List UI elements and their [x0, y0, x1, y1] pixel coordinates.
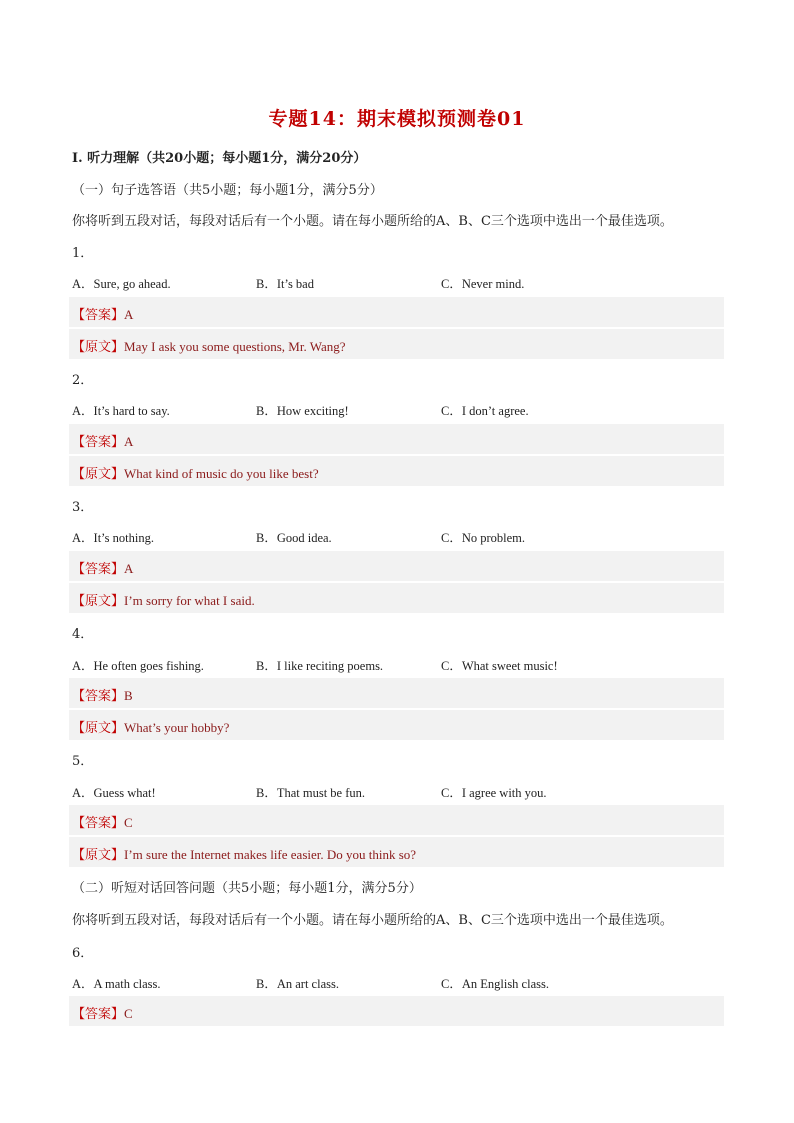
option-b: B．I like reciting poems. [256, 659, 384, 673]
option-c: C．I don’t agree. [441, 404, 529, 418]
part1-heading: （一）句子选答语（共5小题；每小题1分，满分5分） [72, 183, 383, 198]
option-c: C．No problem. [441, 531, 526, 545]
option-a: A．It’s hard to say. [72, 404, 170, 418]
option-b: B．It’s bad [256, 277, 314, 291]
option-a: A．A math class. [72, 977, 161, 991]
answer-label: 【答案】 [72, 1007, 125, 1022]
answer-value: C [124, 1006, 133, 1021]
answer-row [69, 678, 724, 708]
option-b: B．That must be fun. [256, 786, 366, 800]
original-row [69, 456, 724, 486]
answer-row [69, 297, 724, 327]
option-a: A．Guess what! [72, 786, 156, 800]
original-label: 【原文】 [72, 848, 125, 863]
question-number: 3． [72, 500, 94, 515]
answer-value: C [124, 815, 133, 830]
question-number: 6． [72, 946, 94, 961]
answer-row [69, 551, 724, 581]
original-row [69, 837, 724, 867]
option-b: B．Good idea. [256, 531, 332, 545]
original-text: What kind of music do you like best? [124, 466, 319, 481]
section-heading: I. 听力理解（共20小题；每小题1分，满分20分） [72, 151, 367, 166]
answer-row [69, 996, 724, 1026]
page-title: 专题14：期末模拟预测卷01 [268, 108, 526, 130]
answer-value: A [124, 307, 134, 322]
answer-value: A [124, 434, 134, 449]
part2-instruction: 你将听到五段对话，每段对话后有一个小题。请在每小题所给的A、B、C三个选项中选出一个最佳选项。 [72, 913, 673, 928]
answer-label: 【答案】 [72, 435, 125, 450]
option-b: B．How exciting! [256, 404, 349, 418]
question-number: 4． [72, 627, 94, 642]
original-label: 【原文】 [72, 467, 125, 482]
option-c: C．What sweet music! [441, 659, 558, 673]
question-number: 1． [72, 246, 94, 261]
original-label: 【原文】 [72, 721, 125, 736]
original-text: I’m sorry for what I said. [124, 593, 255, 608]
option-c: C．An English class. [441, 977, 549, 991]
answer-value: B [124, 688, 133, 703]
original-text: What’s your hobby? [124, 720, 230, 735]
option-c: C．I agree with you. [441, 786, 547, 800]
question-number: 5． [72, 754, 94, 769]
option-a: A．It’s nothing. [72, 531, 154, 545]
answer-label: 【答案】 [72, 562, 125, 577]
answer-label: 【答案】 [72, 689, 125, 704]
answer-label: 【答案】 [72, 816, 125, 831]
option-c: C．Never mind. [441, 277, 525, 291]
option-a: A．He often goes fishing. [72, 659, 204, 673]
original-label: 【原文】 [72, 594, 125, 609]
option-a: A．Sure, go ahead. [72, 277, 171, 291]
original-row [69, 329, 724, 359]
answer-row [69, 424, 724, 454]
option-b: B．An art class. [256, 977, 339, 991]
part2-heading: （二）听短对话回答问题（共5小题；每小题1分，满分5分） [72, 881, 422, 896]
answer-row [69, 805, 724, 835]
answer-label: 【答案】 [72, 308, 125, 323]
original-text: I’m sure the Internet makes life easier. Do you think so? [124, 847, 417, 862]
original-text: May I ask you some questions, Mr. Wang? [124, 339, 346, 354]
question-number: 2． [72, 373, 94, 388]
original-row [69, 710, 724, 740]
original-label: 【原文】 [72, 340, 125, 355]
answer-value: A [124, 561, 134, 576]
part1-instruction: 你将听到五段对话，每段对话后有一个小题。请在每小题所给的A、B、C三个选项中选出一个最佳选项。 [72, 214, 673, 229]
original-row [69, 583, 724, 613]
